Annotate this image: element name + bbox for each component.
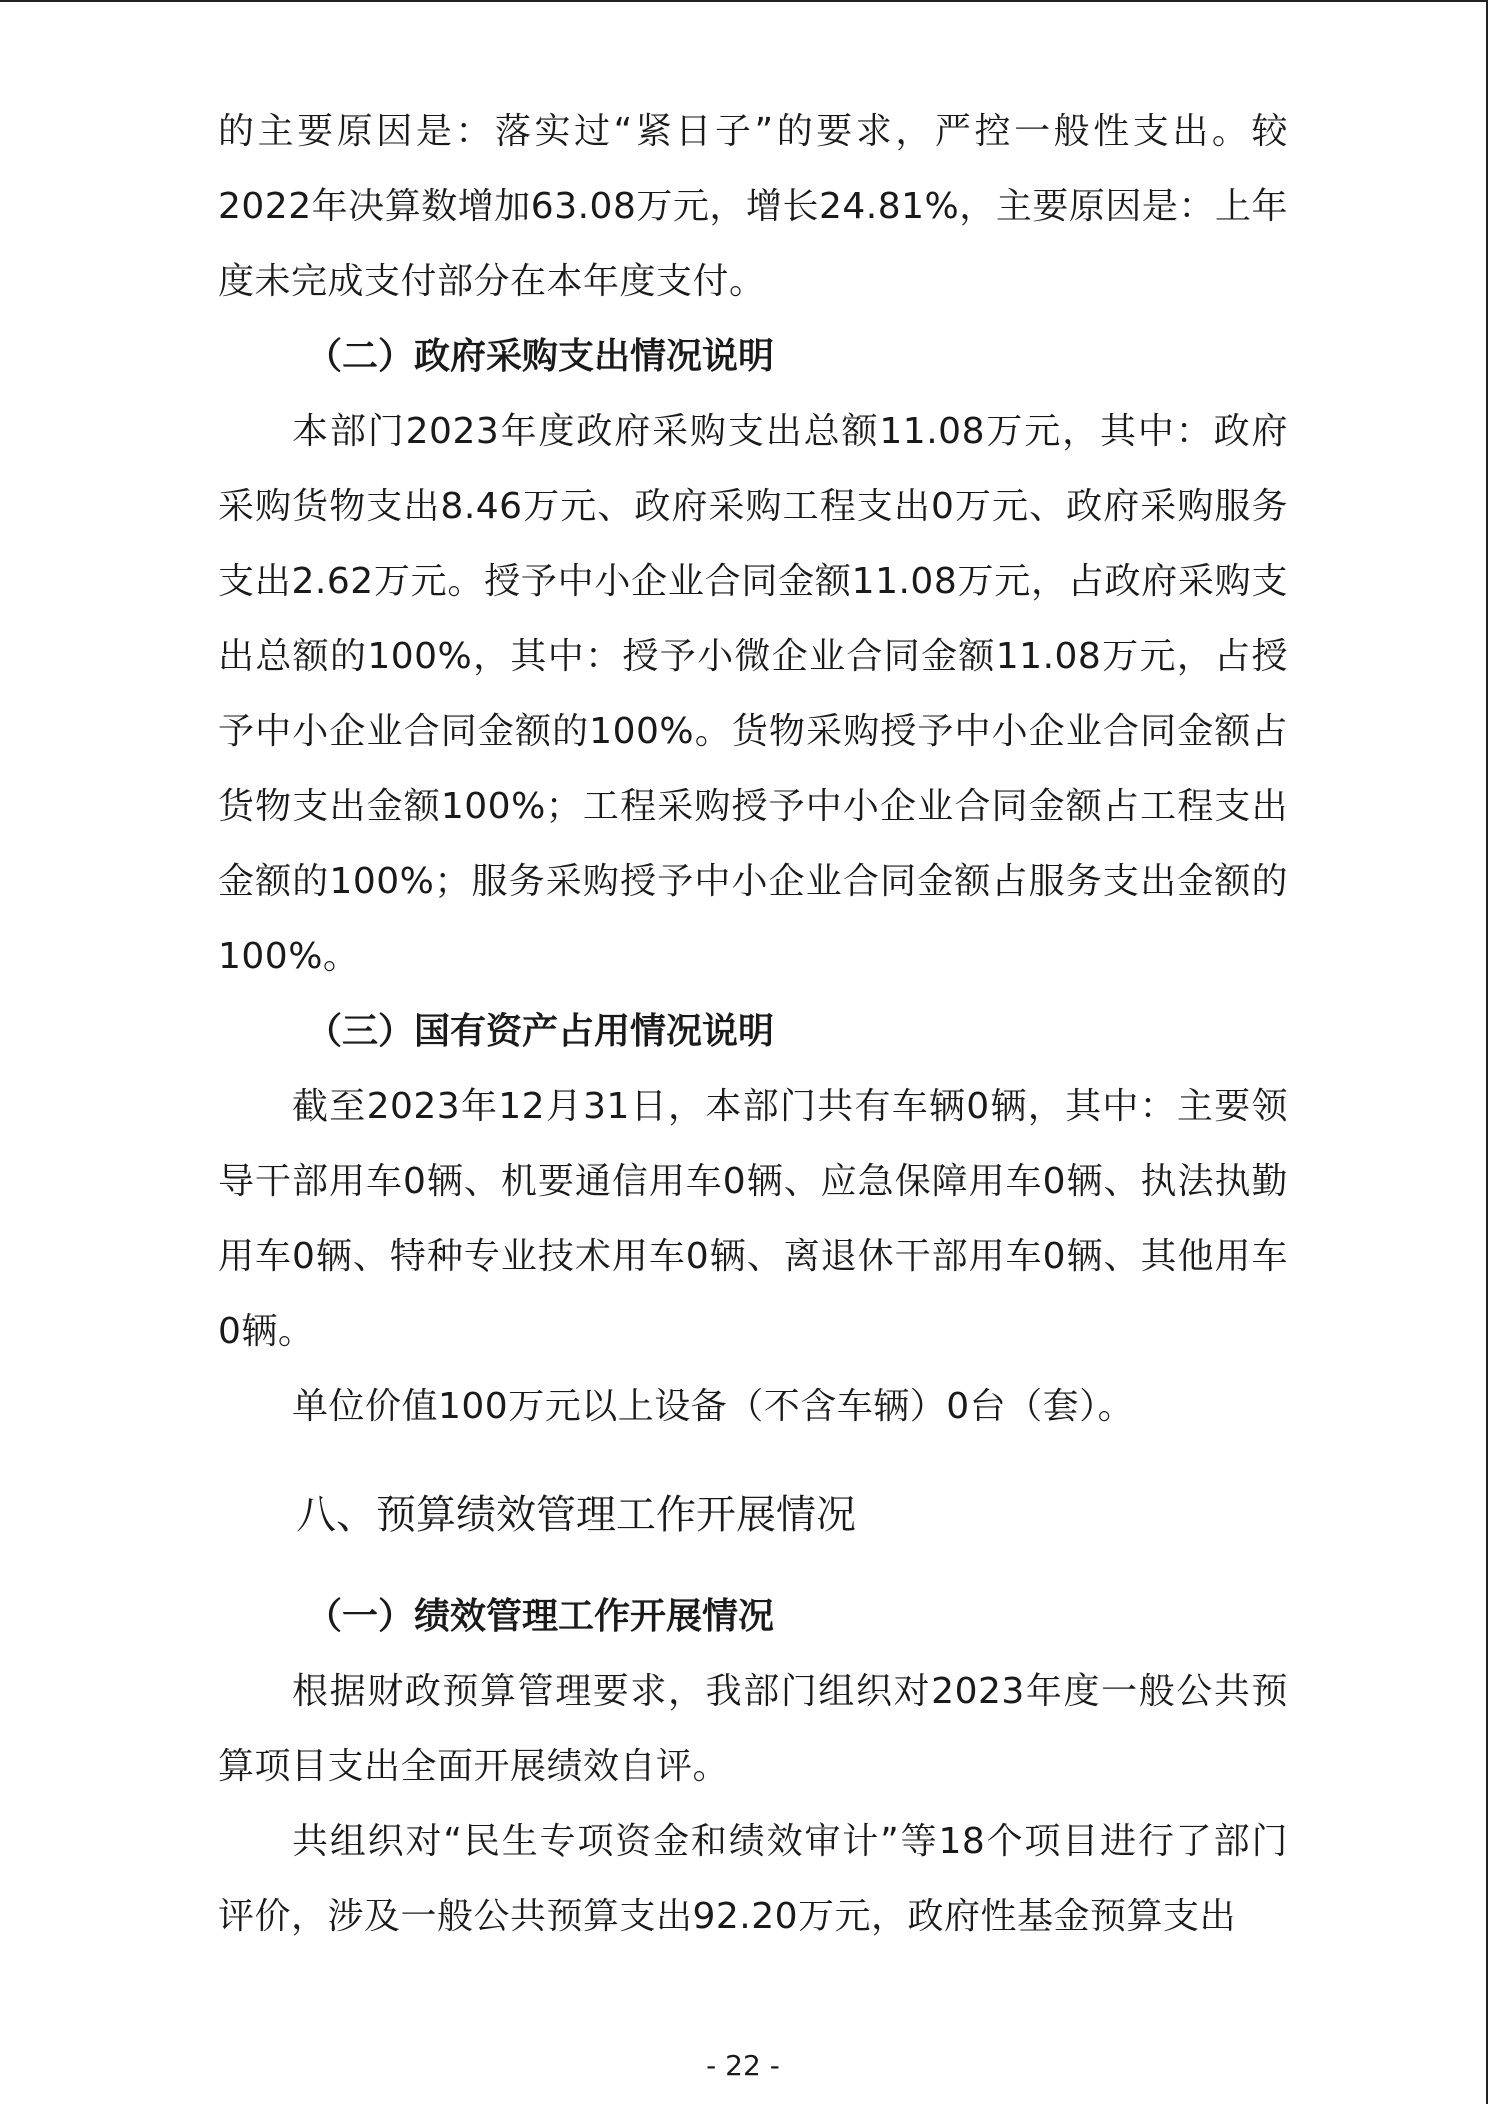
paragraph-budget-reason: 的主要原因是：落实过“紧日子”的要求，严控一般性支出。较2022年决算数增加63.08万元，增长24.81%，主要原因是：上年度未完成支付部分在本年度支付。 (218, 111, 1288, 302)
heading-state-assets: （三）国有资产占用情况说明 (306, 1011, 775, 1052)
paragraph-vehicles: 截至2023年12月31日，本部门共有车辆0辆，其中：主要领导干部用车0辆、机要通信用车0辆、应急保障用车0辆、执法执勤用车0辆、特种专业技术用车0辆、离退休干部用车0辆、其他用车0辆。 (218, 1086, 1288, 1352)
heading-performance-management: （一）绩效管理工作开展情况 (306, 1596, 775, 1637)
document-body (218, 94, 1288, 1954)
page-number: - 22 - (706, 2049, 780, 2082)
paragraph-equipment: 单位价值100万元以上设备（不含车辆）0台（套）。 (292, 1386, 1135, 1427)
paragraph-procurement: 本部门2023年度政府采购支出总额11.08万元，其中：政府采购货物支出8.46万元、政府采购工程支出0万元、政府采购服务支出2.62万元。授予中小企业合同金额11.08万元，占政府采购支出总额的100%，其中：授予小微企业合同金额11.08万元，占授予中小企业合同金额的100%。货物采购授予中小企业合同金额占货物支出金额100%；工程采购授予中小企业合同金额占工程支出金额的100%；服务采购授予中小企业合同金额占服务支出金额的100%。 (218, 411, 1288, 977)
section-heading-performance: 八、预算绩效管理工作开展情况 (296, 1492, 856, 1538)
heading-procurement: （二）政府采购支出情况说明 (306, 336, 775, 377)
paragraph-department-evaluation: 共组织对“民生专项资金和绩效审计”等18个项目进行了部门评价，涉及一般公共预算支出92.20万元，政府性基金预算支出 (218, 1821, 1288, 1937)
paragraph-self-evaluation: 根据财政预算管理要求，我部门组织对2023年度一般公共预算项目支出全面开展绩效自评。 (218, 1671, 1288, 1787)
